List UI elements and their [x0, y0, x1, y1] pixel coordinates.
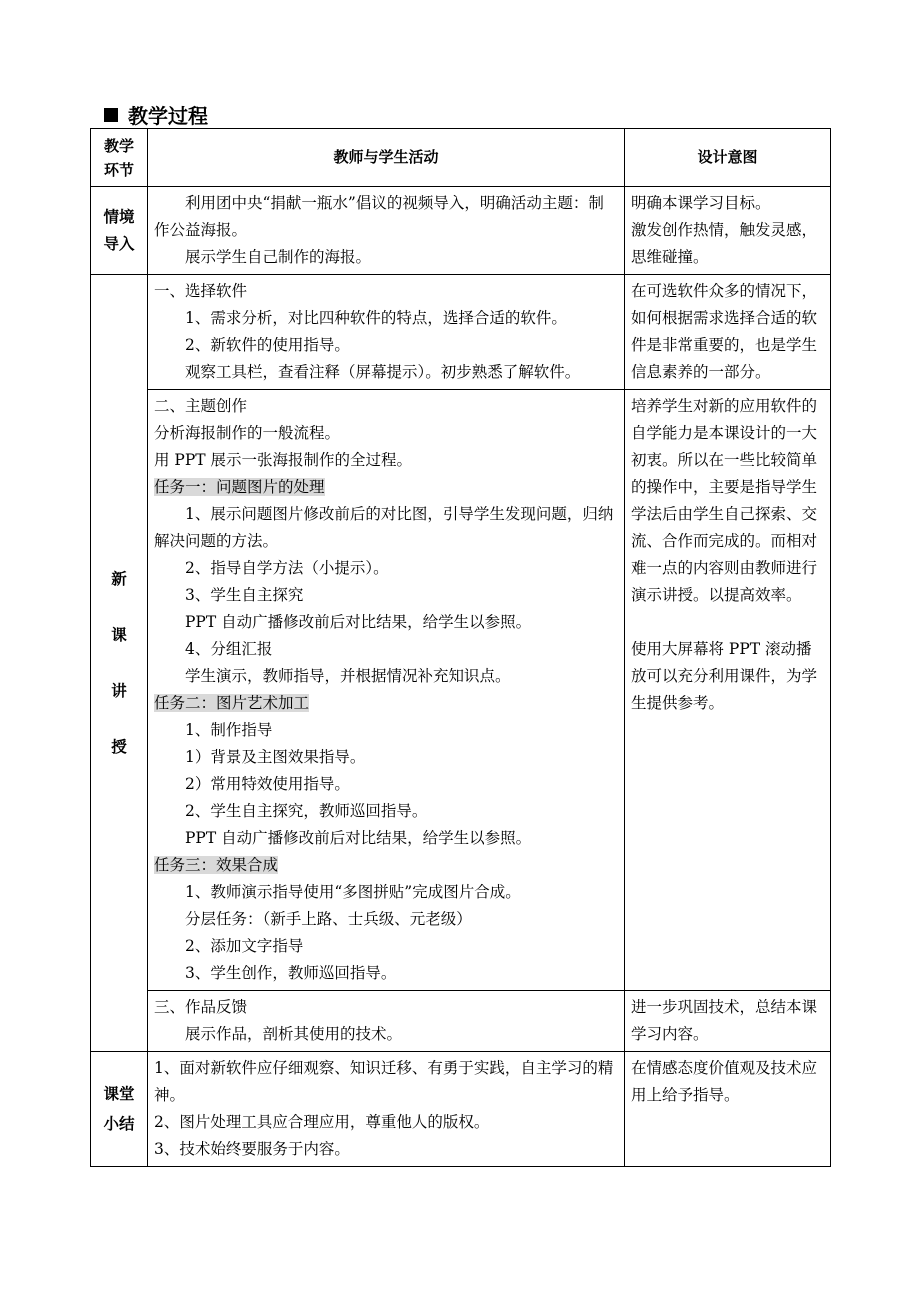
intro-activity-line-2: 展示学生自己制作的海报。 — [185, 248, 372, 266]
part1-intent: 在可选软件众多的情况下，如何根据需求选择合适的软件是非常重要的，也是学生信息素养的一部分。 — [625, 275, 831, 390]
table-row-intro — [91, 187, 831, 275]
summary-line-2: 2、图片处理工具应合理应用，尊重他人的版权。 — [154, 1113, 490, 1131]
part1-line-3: 观察工具栏，查看注释（屏幕提示）。初步熟悉了解软件。 — [185, 363, 581, 381]
section-heading — [104, 100, 208, 129]
task3-line-3: 2、添加文字指导 — [185, 937, 304, 955]
intent-spacer — [631, 609, 824, 636]
task3-line-1: 1、教师演示指导使用“多图拼贴”完成图片合成。 — [185, 883, 521, 901]
part3-line: 展示作品，剖析其使用的技术。 — [185, 1025, 403, 1043]
task3-title: 任务三：效果合成 — [154, 856, 279, 874]
square-bullet-icon — [104, 108, 118, 122]
intro-intent-line-2: 激发创作热情，触发灵感，思维碰撞。 — [631, 221, 818, 266]
intro-activity-line-1: 利用团中央“捐献一瓶水”倡议的视频导入，明确活动主题：制作公益海报。 — [154, 194, 604, 239]
part2-activity — [148, 390, 625, 991]
part2-intent-2: 使用大屏幕将 PPT 滚动播放可以充分利用课件，为学生提供参考。 — [631, 640, 818, 712]
intro-intent-line-1: 明确本课学习目标。 — [631, 194, 771, 212]
table-row-summary — [91, 1052, 831, 1167]
part1-title: 一、选择软件 — [154, 282, 248, 300]
task1-title: 任务一：问题图片的处理 — [154, 478, 325, 496]
stage-lesson-char-1: 新 — [111, 570, 127, 588]
summary-line-1: 1、面对新软件应仔细观察、知识迁移、有勇于实践，自主学习的精神。 — [154, 1059, 614, 1104]
stage-lesson-char-2: 课 — [111, 626, 127, 644]
table-header-row — [91, 129, 831, 187]
header-intent: 设计意图 — [625, 129, 831, 187]
section-heading-text: 教学过程 — [128, 104, 208, 128]
teaching-process-table — [90, 128, 831, 1167]
task2-line-1: 1、制作指导 — [185, 721, 273, 739]
stage-lesson-char-3: 讲 — [111, 682, 127, 700]
task1-line-6: 学生演示，教师指导，并根据情况补充知识点。 — [185, 667, 511, 685]
part3-activity — [148, 991, 625, 1052]
task1-line-5: 4、分组汇报 — [185, 640, 273, 658]
task2-line-5: PPT 自动广播修改前后对比结果，给学生以参照。 — [185, 829, 532, 847]
summary-activity — [148, 1052, 625, 1167]
part1-line-2: 2、新软件的使用指导。 — [185, 336, 350, 354]
header-activity: 教师与学生活动 — [148, 129, 625, 187]
part3-title: 三、作品反馈 — [154, 998, 248, 1016]
table-row-part3 — [91, 991, 831, 1052]
part2-line-2: 用 PPT 展示一张海报制作的全过程。 — [154, 451, 413, 469]
intro-intent — [625, 187, 831, 275]
header-stage: 教学环节 — [91, 129, 148, 187]
part1-line-1: 1、需求分析，对比四种软件的特点，选择合适的软件。 — [185, 309, 567, 327]
intro-activity — [148, 187, 625, 275]
stage-lesson — [91, 275, 148, 1052]
part2-title: 二、主题创作 — [154, 397, 248, 415]
task2-line-4: 2、学生自主探究，教师巡回指导。 — [185, 802, 428, 820]
task1-line-1: 1、展示问题图片修改前后的对比图，引导学生发现问题，归纳解决问题的方法。 — [154, 505, 614, 550]
task3-line-4: 3、学生创作，教师巡回指导。 — [185, 964, 397, 982]
task2-line-3: 2）常用特效使用指导。 — [185, 775, 350, 793]
stage-intro: 情境导入 — [91, 187, 148, 275]
part2-intent-1: 培养学生对新的应用软件的自学能力是本课设计的一大初衷。所以在一些比较简单的操作中，主要是指导学生学法后由学生自己探索、交流、合作而完成的。而相对难一点的内容则由教师进行演示讲授。以提高效率。 — [631, 397, 818, 604]
task1-line-4: PPT 自动广播修改前后对比结果，给学生以参照。 — [185, 613, 532, 631]
part2-line-1: 分析海报制作的一般流程。 — [154, 424, 341, 442]
summary-intent: 在情感态度价值观及技术应用上给予指导。 — [625, 1052, 831, 1167]
task2-line-2: 1）背景及主图效果指导。 — [185, 748, 366, 766]
task3-line-2: 分层任务：（新手上路、士兵级、元老级） — [185, 910, 472, 928]
part3-intent: 进一步巩固技术，总结本课学习内容。 — [625, 991, 831, 1052]
task1-line-2: 2、指导自学方法（小提示）。 — [185, 559, 389, 577]
task1-line-3: 3、学生自主探究 — [185, 586, 304, 604]
part1-activity — [148, 275, 625, 390]
stage-lesson-char-4: 授 — [111, 738, 127, 756]
summary-line-3: 3、技术始终要服务于内容。 — [154, 1140, 350, 1158]
table-row-part1 — [91, 275, 831, 390]
task2-title: 任务二：图片艺术加工 — [154, 694, 310, 712]
part2-intent — [625, 390, 831, 991]
stage-summary: 课堂小结 — [91, 1052, 148, 1167]
table-row-part2 — [91, 390, 831, 991]
